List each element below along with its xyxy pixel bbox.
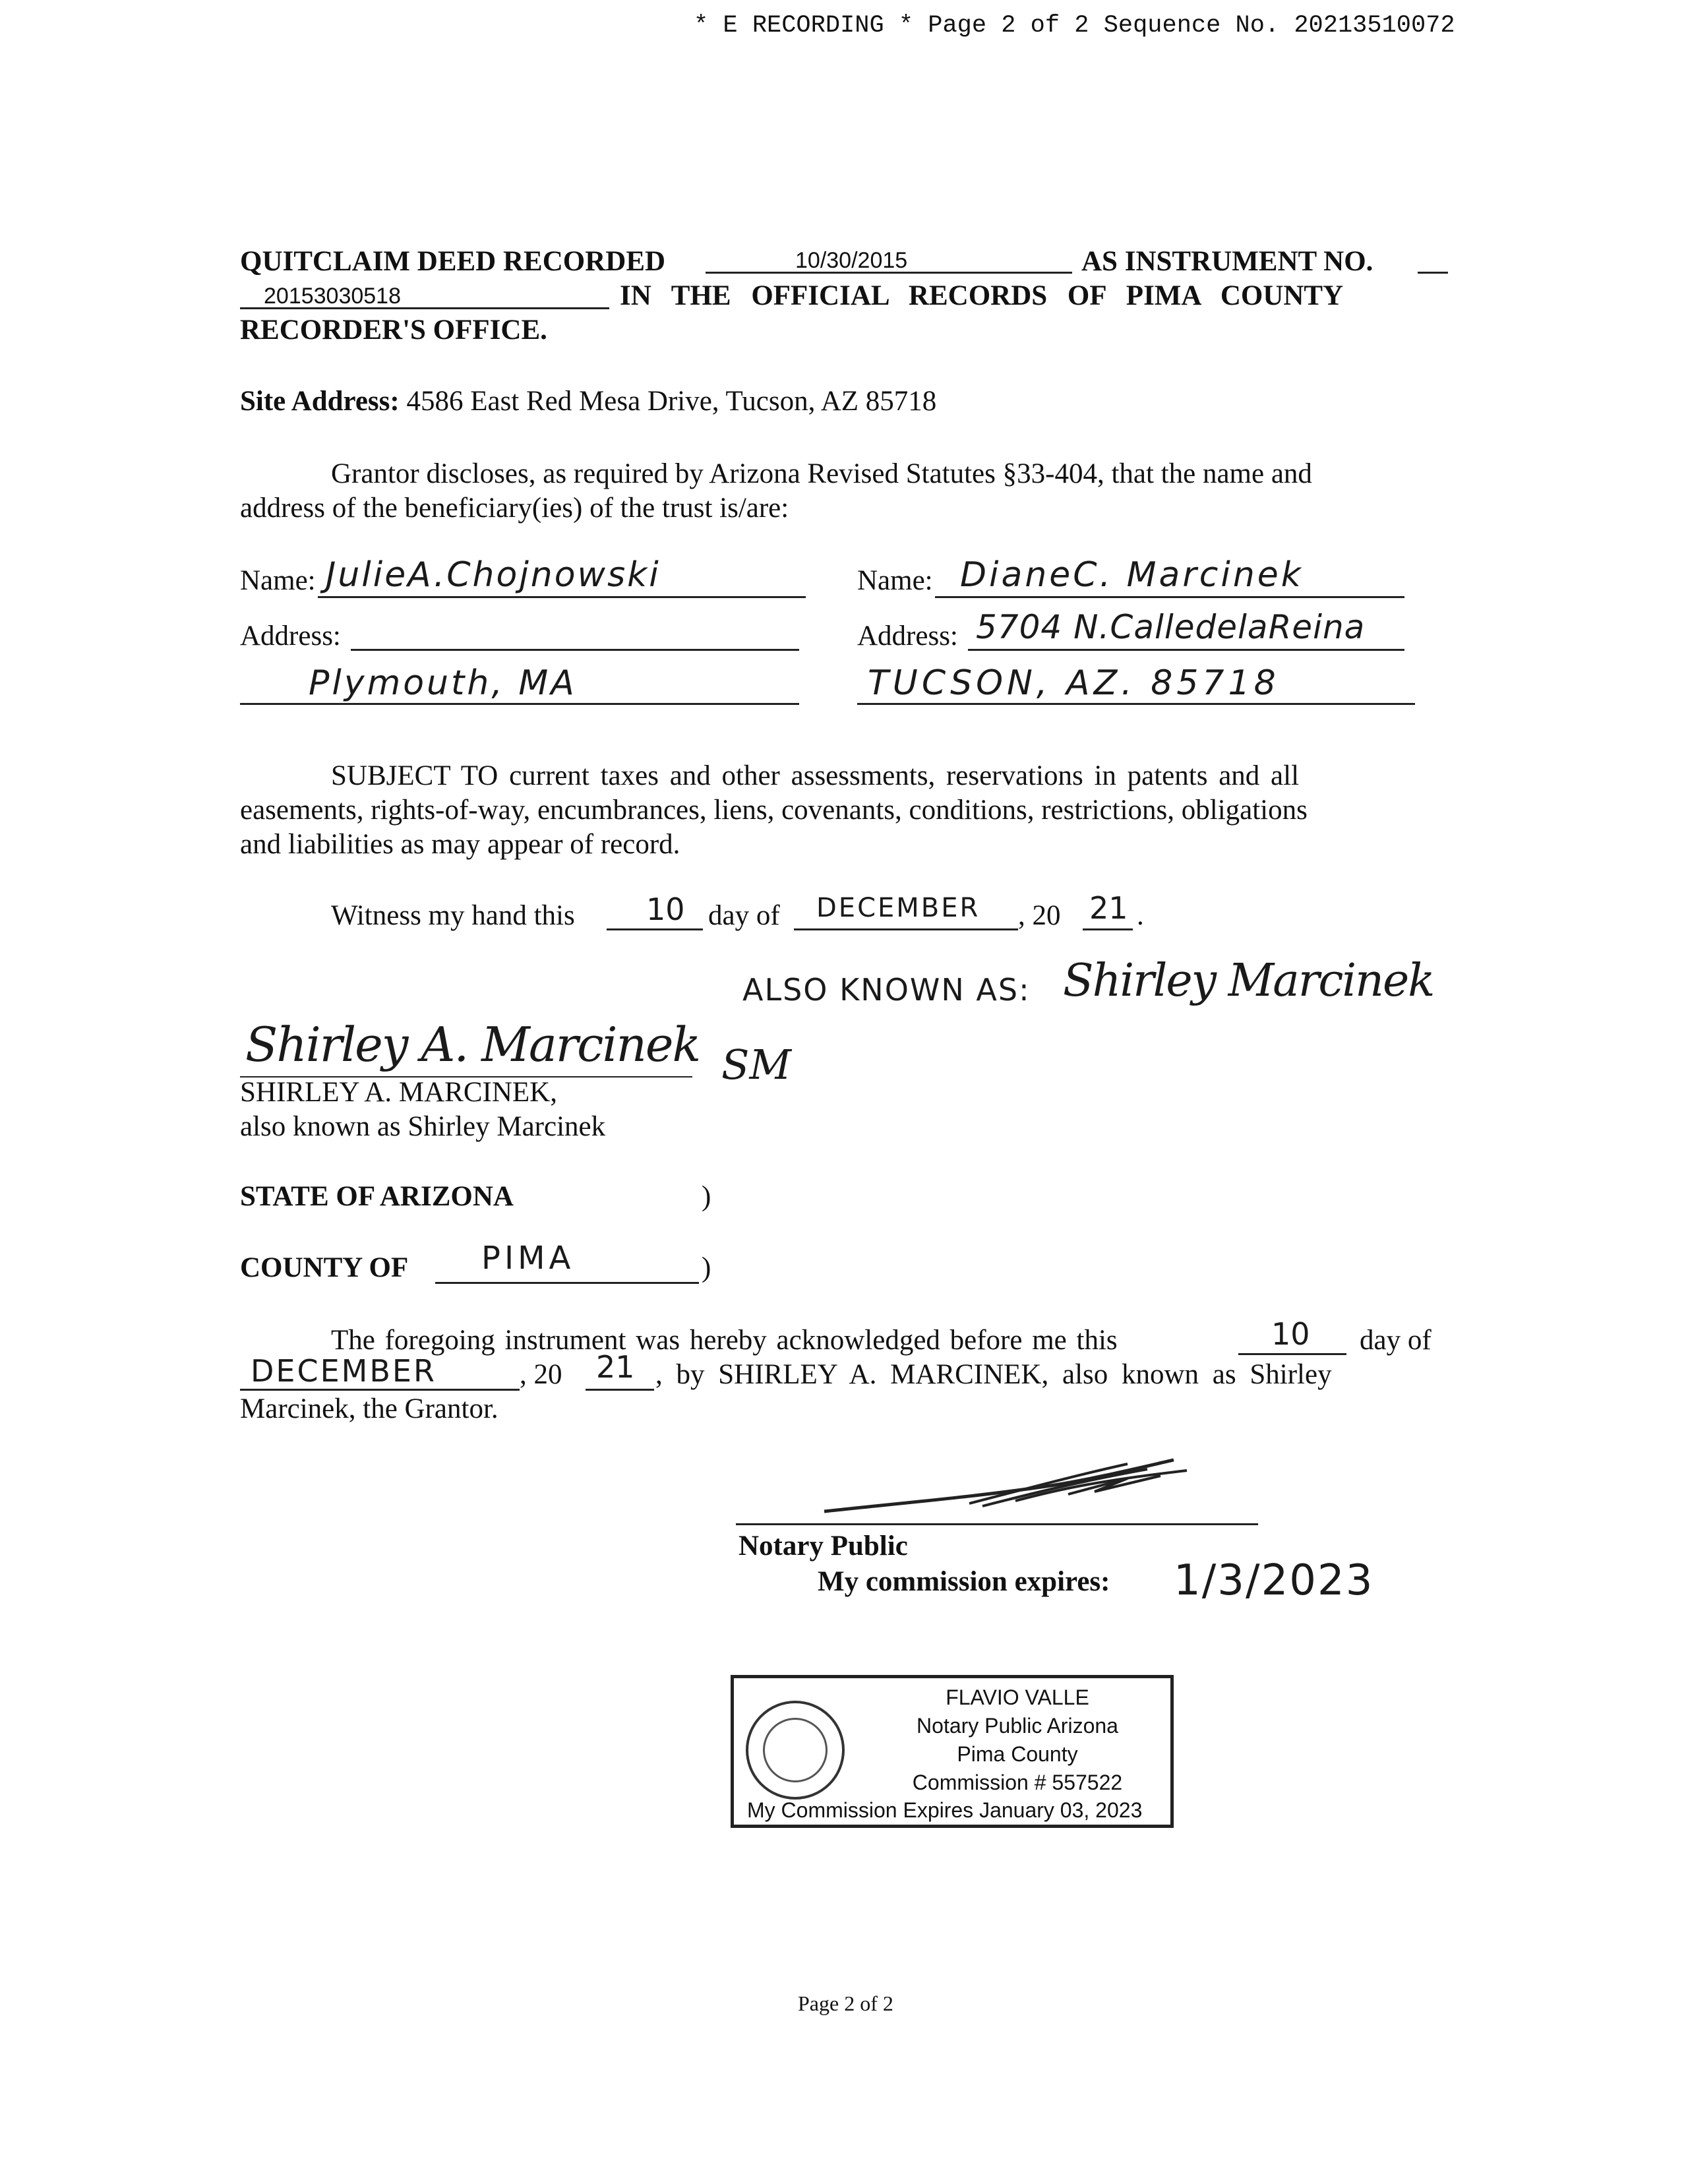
ack-year-line bbox=[586, 1389, 654, 1391]
witness-month: DECEMBER bbox=[816, 893, 980, 923]
witness-year: 21 bbox=[1089, 890, 1128, 926]
ack-text-3: , 20 bbox=[520, 1359, 562, 1390]
witness-day: 10 bbox=[646, 892, 685, 927]
beneficiary-1-city-line bbox=[240, 703, 799, 705]
witness-text-4: . bbox=[1137, 900, 1144, 931]
signature-initials: SM bbox=[721, 1041, 791, 1089]
ack-text-1: The foregoing instrument was hereby acknowledged before me this bbox=[331, 1325, 1118, 1356]
ack-month-line bbox=[240, 1389, 520, 1391]
beneficiary-1-name: JulieA.Chojnowski bbox=[326, 555, 661, 595]
site-address-row bbox=[240, 385, 936, 417]
ack-day: 10 bbox=[1271, 1316, 1310, 1352]
stamp-text bbox=[866, 1684, 1169, 1797]
site-address-value: 4586 East Red Mesa Drive, Tucson, AZ 85718 bbox=[406, 386, 937, 417]
witness-year-line bbox=[1083, 928, 1133, 930]
notary-signature bbox=[818, 1451, 1200, 1523]
recital-instrument-label: AS INSTRUMENT NO. bbox=[1081, 246, 1373, 277]
instrument-number: 20153030518 bbox=[264, 284, 402, 309]
beneficiary-2-address-label: Address: bbox=[857, 621, 958, 652]
ack-text-4: , by SHIRLEY A. MARCINEK, also known as Shirley bbox=[655, 1359, 1332, 1390]
signer-aka-line: also known as Shirley Marcinek bbox=[240, 1111, 606, 1142]
stamp-line-3: Pima County bbox=[957, 1742, 1078, 1766]
signer-printed-name: SHIRLEY A. MARCINEK, bbox=[240, 1077, 557, 1108]
beneficiary-1-name-line bbox=[318, 596, 806, 598]
state-paren: ) bbox=[702, 1181, 711, 1212]
also-known-as-handwritten: ALSO KNOWN AS: bbox=[742, 972, 1031, 1008]
beneficiary-1-address-line bbox=[351, 649, 799, 651]
main-signature: Shirley A. Marcinek bbox=[245, 1017, 700, 1072]
beneficiary-1-city: Plymouth, MA bbox=[309, 663, 577, 703]
state-seal-icon bbox=[746, 1701, 845, 1800]
recital-quitclaim-label: QUITCLAIM DEED RECORDED bbox=[240, 246, 666, 277]
notary-signature-line bbox=[736, 1523, 1258, 1525]
beneficiary-2-city-line bbox=[857, 703, 1415, 705]
stamp-line-2: Notary Public Arizona bbox=[917, 1714, 1118, 1738]
witness-text-3: , 20 bbox=[1018, 900, 1061, 931]
recital-official-records: IN THE OFFICIAL RECORDS OF PIMA COUNTY bbox=[620, 280, 1344, 311]
ack-day-line bbox=[1238, 1353, 1346, 1355]
beneficiary-2-name: DianeC. Marcinek bbox=[960, 555, 1304, 595]
notary-stamp bbox=[731, 1675, 1174, 1828]
witness-text-1: Witness my hand this bbox=[331, 900, 575, 931]
beneficiary-2-name-label: Name: bbox=[857, 565, 933, 596]
disclosure-line-2: address of the beneficiary(ies) of the trust is/are: bbox=[240, 493, 789, 524]
beneficiary-1-address-label: Address: bbox=[240, 621, 341, 652]
witness-day-line bbox=[607, 928, 703, 930]
county-paren: ) bbox=[702, 1252, 711, 1283]
instrument-line-a bbox=[1418, 272, 1448, 274]
ack-year: 21 bbox=[596, 1349, 635, 1385]
recorded-date: 10/30/2015 bbox=[795, 248, 908, 273]
subject-to-line-2: easements, rights-of-way, encumbrances, liens, covenants, conditions, restrictions, obligations bbox=[240, 795, 1308, 826]
subject-to-line-3: and liabilities as may appear of record. bbox=[240, 829, 680, 860]
commission-expires-value: 1/3/2023 bbox=[1174, 1556, 1374, 1605]
beneficiary-2-address-line bbox=[968, 649, 1404, 651]
stamp-line-4: Commission # 557522 bbox=[912, 1771, 1123, 1794]
stamp-line-5: My Commission Expires January 03, 2023 bbox=[747, 1798, 1143, 1822]
recital-recorders-office: RECORDER'S OFFICE. bbox=[240, 315, 547, 346]
ack-text-2: day of bbox=[1360, 1325, 1432, 1356]
beneficiary-2-city: TUCSON, AZ. 85718 bbox=[868, 663, 1280, 703]
beneficiary-1-name-label: Name: bbox=[240, 565, 316, 596]
commission-label: My commission expires: bbox=[818, 1566, 1110, 1597]
aka-signature: Shirley Marcinek bbox=[1063, 955, 1434, 1007]
page-number: Page 2 of 2 bbox=[798, 1991, 893, 2015]
county-line bbox=[435, 1282, 699, 1284]
notary-title: Notary Public bbox=[738, 1531, 908, 1562]
witness-text-2: day of bbox=[708, 900, 780, 931]
stamp-notary-name: FLAVIO VALLE bbox=[946, 1685, 1089, 1709]
beneficiary-2-address: 5704 N.CalledelaReina bbox=[976, 608, 1366, 646]
seal-inner-ring bbox=[763, 1718, 828, 1782]
witness-month-line bbox=[794, 928, 1018, 930]
ack-month: DECEMBER bbox=[251, 1353, 437, 1389]
recording-header: * E RECORDING * Page 2 of 2 Sequence No. 20213510072 bbox=[694, 12, 1455, 40]
ack-text-5: Marcinek, the Grantor. bbox=[240, 1393, 498, 1424]
state-label: STATE OF ARIZONA bbox=[240, 1181, 514, 1212]
beneficiary-2-name-line bbox=[935, 596, 1404, 598]
disclosure-line-1: Grantor discloses, as required by Arizona Revised Statutes §33-404, that the name and bbox=[331, 458, 1312, 489]
subject-to-line-1: SUBJECT TO current taxes and other assessments, reservations in patents and all bbox=[331, 760, 1300, 791]
county-value: PIMA bbox=[481, 1240, 575, 1277]
site-address-label: Site Address: bbox=[240, 386, 400, 417]
county-label: COUNTY OF bbox=[240, 1252, 409, 1283]
